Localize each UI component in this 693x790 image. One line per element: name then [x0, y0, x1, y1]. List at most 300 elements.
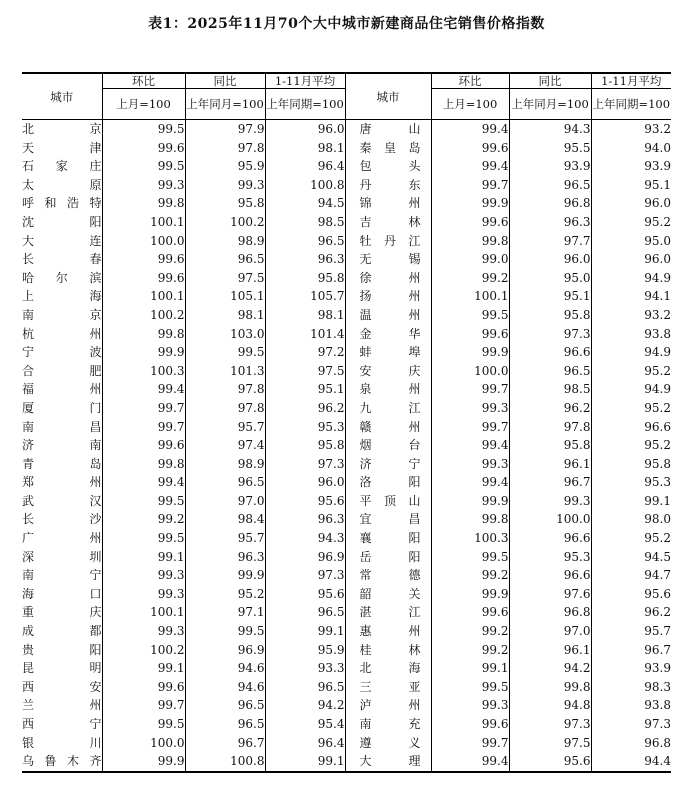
left-city-cell: 南 昌	[22, 419, 102, 434]
table-row	[22, 269, 671, 288]
right-mom-cell: 99.7	[431, 734, 509, 753]
left-ytd-cell: 94.3	[265, 529, 345, 548]
right-mom-cell: 99.6	[431, 139, 509, 158]
right-ytd-cell: 94.9	[591, 380, 671, 399]
left-yoy-cell: 95.8	[185, 194, 265, 213]
right-city-cell: 温 州	[345, 306, 431, 325]
right-ytd-cell: 94.7	[591, 566, 671, 585]
left-city-cell: 西 宁	[22, 717, 102, 731]
left-yoy-cell: 100.2	[185, 213, 265, 232]
right-yoy-cell: 94.2	[509, 659, 591, 678]
right-yoy-cell: 95.0	[509, 269, 591, 288]
left-city-cell: 乌鲁木齐	[22, 754, 102, 769]
right-city-cell: 九 江	[345, 399, 431, 418]
left-ytd-cell: 95.6	[265, 585, 345, 604]
table-row	[22, 139, 671, 158]
left-mom-cell: 99.9	[102, 343, 185, 362]
left-mom-cell: 100.0	[102, 734, 185, 753]
left-mom-cell: 99.7	[102, 696, 185, 715]
table-row	[22, 566, 671, 585]
left-ytd-cell: 95.3	[265, 418, 345, 437]
right-city-cell: 烟 台	[345, 436, 431, 455]
right-mom-cell: 99.6	[431, 603, 509, 622]
left-yoy-cell: 99.5	[185, 622, 265, 641]
left-ytd-cell: 97.3	[265, 566, 345, 585]
left-ytd-cell: 105.7	[265, 287, 345, 306]
table-row	[22, 213, 671, 232]
left-mom-cell: 99.8	[102, 194, 185, 213]
right-city-cell: 常 德	[345, 566, 431, 585]
ytd-subheader-left: 上年同期=100	[265, 89, 345, 120]
left-ytd-cell: 96.5	[265, 678, 345, 697]
mom-subheader-right: 上月=100	[431, 89, 509, 120]
right-yoy-cell: 96.1	[509, 641, 591, 660]
right-yoy-cell: 96.6	[509, 343, 591, 362]
left-yoy-cell: 96.3	[185, 548, 265, 567]
right-mom-cell: 99.5	[431, 306, 509, 325]
table-row	[22, 250, 671, 269]
left-mom-cell: 99.4	[102, 473, 185, 492]
yoy-subheader-left: 上年同月=100	[185, 89, 265, 120]
table-row	[22, 734, 671, 753]
right-mom-cell: 99.7	[431, 176, 509, 195]
left-city-cell: 天 津	[22, 140, 102, 155]
right-mom-cell: 99.4	[431, 752, 509, 772]
right-mom-cell: 99.3	[431, 696, 509, 715]
table-row	[22, 232, 671, 251]
city-header-left: 城市	[22, 73, 102, 120]
left-city-cell: 长 春	[22, 252, 102, 267]
right-mom-cell: 99.5	[431, 548, 509, 567]
right-city-cell: 丹 东	[345, 176, 431, 195]
table-row	[22, 157, 671, 176]
table-row	[22, 492, 671, 511]
left-yoy-cell: 96.5	[185, 715, 265, 734]
table-title: 表1：2025年11月70个大中城市新建商品住宅销售价格指数	[148, 16, 545, 32]
left-city-cell: 贵 阳	[22, 642, 102, 657]
left-mom-cell: 100.1	[102, 213, 185, 232]
right-ytd-cell: 95.7	[591, 622, 671, 641]
left-mom-cell: 99.1	[102, 548, 185, 567]
left-yoy-cell: 97.8	[185, 399, 265, 418]
right-city-cell: 泉 州	[345, 380, 431, 399]
right-city-cell: 赣 州	[345, 418, 431, 437]
right-city-cell: 泸 州	[345, 696, 431, 715]
right-ytd-cell: 93.8	[591, 325, 671, 344]
left-city-cell: 大 连	[22, 233, 102, 248]
table-row	[22, 548, 671, 567]
left-ytd-cell: 99.1	[265, 622, 345, 641]
right-city-cell: 牡丹江	[345, 232, 431, 251]
left-city-cell: 厦 门	[22, 400, 102, 415]
left-city-cell: 长 沙	[22, 512, 102, 527]
left-city-cell: 昆 明	[22, 661, 102, 676]
right-ytd-cell: 98.0	[591, 510, 671, 529]
table-row	[22, 194, 671, 213]
right-mom-cell: 99.4	[431, 120, 509, 139]
right-mom-cell: 99.3	[431, 455, 509, 474]
left-ytd-cell: 96.9	[265, 548, 345, 567]
price-index-table	[22, 72, 671, 773]
left-ytd-cell: 96.5	[265, 603, 345, 622]
left-city-cell: 济 南	[22, 438, 102, 453]
right-ytd-cell: 95.3	[591, 473, 671, 492]
right-city-cell: 包 头	[345, 157, 431, 176]
right-ytd-cell: 97.3	[591, 715, 671, 734]
left-yoy-cell: 97.5	[185, 269, 265, 288]
left-yoy-cell: 97.1	[185, 603, 265, 622]
left-mom-cell: 99.3	[102, 176, 185, 195]
left-city-cell: 郑 州	[22, 475, 102, 490]
right-yoy-cell: 95.6	[509, 752, 591, 772]
table-row	[22, 659, 671, 678]
left-yoy-cell: 94.6	[185, 659, 265, 678]
right-city-cell: 惠 州	[345, 622, 431, 641]
table-row	[22, 120, 671, 139]
right-ytd-cell: 95.6	[591, 585, 671, 604]
right-city-cell: 扬 州	[345, 287, 431, 306]
table-row	[22, 752, 671, 772]
right-city-cell: 吉 林	[345, 213, 431, 232]
right-yoy-cell: 97.3	[509, 325, 591, 344]
right-ytd-cell: 95.2	[591, 399, 671, 418]
right-city-cell: 湛 江	[345, 603, 431, 622]
right-mom-cell: 99.9	[431, 343, 509, 362]
table-row	[22, 343, 671, 362]
left-yoy-cell: 97.4	[185, 436, 265, 455]
mom-header-right: 环比	[431, 73, 509, 89]
left-yoy-cell: 97.8	[185, 139, 265, 158]
left-ytd-cell: 97.2	[265, 343, 345, 362]
left-mom-cell: 100.3	[102, 362, 185, 381]
left-city-cell: 福 州	[22, 382, 102, 397]
left-ytd-cell: 101.4	[265, 325, 345, 344]
right-ytd-cell: 95.1	[591, 176, 671, 195]
right-yoy-cell: 96.6	[509, 566, 591, 585]
table-row	[22, 399, 671, 418]
left-ytd-cell: 95.8	[265, 436, 345, 455]
right-yoy-cell: 93.9	[509, 157, 591, 176]
right-mom-cell: 99.4	[431, 473, 509, 492]
right-yoy-cell: 95.3	[509, 548, 591, 567]
right-city-cell: 襄 阳	[345, 529, 431, 548]
left-ytd-cell: 96.3	[265, 250, 345, 269]
left-city-cell: 沈 阳	[22, 214, 102, 229]
table-row	[22, 529, 671, 548]
table-row	[22, 306, 671, 325]
left-city-cell: 银 川	[22, 735, 102, 750]
right-city-cell: 平顶山	[345, 492, 431, 511]
left-mom-cell: 99.7	[102, 418, 185, 437]
right-yoy-cell: 96.7	[509, 473, 591, 492]
left-city-cell: 青 岛	[22, 456, 102, 471]
right-mom-cell: 100.3	[431, 529, 509, 548]
left-mom-cell: 100.1	[102, 603, 185, 622]
right-ytd-cell: 95.2	[591, 213, 671, 232]
left-ytd-cell: 93.3	[265, 659, 345, 678]
left-yoy-cell: 96.5	[185, 250, 265, 269]
left-city-cell: 石家庄	[22, 159, 102, 174]
left-yoy-cell: 105.1	[185, 287, 265, 306]
mom-subheader-left: 上月=100	[102, 89, 185, 120]
yoy-header-left: 同比	[185, 73, 265, 89]
right-mom-cell: 99.0	[431, 250, 509, 269]
city-header-right: 城市	[345, 73, 431, 120]
right-city-cell: 南 充	[345, 715, 431, 734]
left-ytd-cell: 95.4	[265, 715, 345, 734]
left-yoy-cell: 97.0	[185, 492, 265, 511]
right-mom-cell: 100.1	[431, 287, 509, 306]
right-yoy-cell: 95.1	[509, 287, 591, 306]
right-ytd-cell: 95.2	[591, 529, 671, 548]
left-ytd-cell: 96.0	[265, 120, 345, 139]
table-row	[22, 362, 671, 381]
left-yoy-cell: 96.9	[185, 641, 265, 660]
right-mom-cell: 99.1	[431, 659, 509, 678]
right-city-cell: 桂 林	[345, 641, 431, 660]
left-city-cell: 哈尔滨	[22, 270, 102, 285]
table-row	[22, 641, 671, 660]
left-mom-cell: 99.1	[102, 659, 185, 678]
right-ytd-cell: 94.1	[591, 287, 671, 306]
left-city-cell: 武 汉	[22, 493, 102, 508]
left-city-cell: 广 州	[22, 531, 102, 546]
right-ytd-cell: 98.3	[591, 678, 671, 697]
right-yoy-cell: 96.5	[509, 362, 591, 381]
right-mom-cell: 99.7	[431, 418, 509, 437]
left-ytd-cell: 97.3	[265, 455, 345, 474]
left-ytd-cell: 96.0	[265, 473, 345, 492]
left-yoy-cell: 98.9	[185, 232, 265, 251]
left-city-cell: 宁 波	[22, 345, 102, 360]
left-yoy-cell: 97.9	[185, 120, 265, 139]
right-ytd-cell: 93.2	[591, 306, 671, 325]
right-ytd-cell: 94.9	[591, 343, 671, 362]
right-ytd-cell: 95.8	[591, 455, 671, 474]
left-city-cell: 南 宁	[22, 568, 102, 583]
right-mom-cell: 99.6	[431, 715, 509, 734]
yoy-subheader-right: 上年同月=100	[509, 89, 591, 120]
left-ytd-cell: 98.1	[265, 306, 345, 325]
left-yoy-cell: 94.6	[185, 678, 265, 697]
table-row	[22, 715, 671, 734]
left-mom-cell: 99.5	[102, 529, 185, 548]
table-row	[22, 287, 671, 306]
left-mom-cell: 99.5	[102, 492, 185, 511]
left-ytd-cell: 95.6	[265, 492, 345, 511]
left-ytd-cell: 97.5	[265, 362, 345, 381]
left-city-cell: 北 京	[22, 122, 102, 136]
left-ytd-cell: 98.1	[265, 139, 345, 158]
left-yoy-cell: 96.5	[185, 696, 265, 715]
right-city-cell: 唐 山	[345, 120, 431, 139]
right-yoy-cell: 99.3	[509, 492, 591, 511]
left-ytd-cell: 99.1	[265, 752, 345, 772]
right-yoy-cell: 96.6	[509, 529, 591, 548]
table-row	[22, 510, 671, 529]
right-ytd-cell: 95.0	[591, 232, 671, 251]
left-city-cell: 成 都	[22, 624, 102, 639]
right-mom-cell: 99.8	[431, 510, 509, 529]
right-city-cell: 韶 关	[345, 585, 431, 604]
left-ytd-cell: 96.2	[265, 399, 345, 418]
table-row	[22, 380, 671, 399]
right-mom-cell: 99.4	[431, 157, 509, 176]
right-mom-cell: 99.8	[431, 232, 509, 251]
right-mom-cell: 99.2	[431, 566, 509, 585]
table-row	[22, 603, 671, 622]
left-mom-cell: 100.0	[102, 232, 185, 251]
right-ytd-cell: 95.2	[591, 362, 671, 381]
left-ytd-cell: 100.8	[265, 176, 345, 195]
right-ytd-cell: 94.5	[591, 548, 671, 567]
right-city-cell: 锦 州	[345, 194, 431, 213]
right-yoy-cell: 96.1	[509, 455, 591, 474]
right-ytd-cell: 93.2	[591, 120, 671, 139]
right-mom-cell: 99.6	[431, 325, 509, 344]
table-row	[22, 473, 671, 492]
right-mom-cell: 99.7	[431, 380, 509, 399]
left-yoy-cell: 95.7	[185, 529, 265, 548]
left-yoy-cell: 98.4	[185, 510, 265, 529]
right-city-cell: 宜 昌	[345, 510, 431, 529]
right-city-cell: 遵 义	[345, 734, 431, 753]
right-yoy-cell: 97.0	[509, 622, 591, 641]
table-row	[22, 678, 671, 697]
left-city-cell: 深 圳	[22, 549, 102, 564]
left-mom-cell: 99.5	[102, 120, 185, 139]
right-yoy-cell: 96.3	[509, 213, 591, 232]
yoy-header-right: 同比	[509, 73, 591, 89]
left-yoy-cell: 99.9	[185, 566, 265, 585]
right-city-cell: 徐 州	[345, 269, 431, 288]
left-mom-cell: 99.6	[102, 250, 185, 269]
left-yoy-cell: 95.9	[185, 157, 265, 176]
left-mom-cell: 99.9	[102, 752, 185, 772]
left-ytd-cell: 98.5	[265, 213, 345, 232]
right-mom-cell: 99.9	[431, 492, 509, 511]
right-mom-cell: 99.5	[431, 678, 509, 697]
right-mom-cell: 99.3	[431, 399, 509, 418]
right-mom-cell: 99.2	[431, 641, 509, 660]
left-yoy-cell: 101.3	[185, 362, 265, 381]
left-city-cell: 南 京	[22, 307, 102, 322]
right-ytd-cell: 94.0	[591, 139, 671, 158]
left-mom-cell: 99.7	[102, 399, 185, 418]
left-city-cell: 海 口	[22, 586, 102, 601]
right-ytd-cell: 95.2	[591, 436, 671, 455]
left-yoy-cell: 98.1	[185, 306, 265, 325]
table-row	[22, 436, 671, 455]
table-row	[22, 176, 671, 195]
left-mom-cell: 99.6	[102, 139, 185, 158]
right-ytd-cell: 93.9	[591, 659, 671, 678]
left-yoy-cell: 97.8	[185, 380, 265, 399]
left-mom-cell: 99.6	[102, 678, 185, 697]
right-city-cell: 北 海	[345, 659, 431, 678]
table-body	[22, 120, 671, 772]
right-mom-cell: 99.4	[431, 436, 509, 455]
right-yoy-cell: 96.8	[509, 194, 591, 213]
right-ytd-cell: 96.8	[591, 734, 671, 753]
left-yoy-cell: 103.0	[185, 325, 265, 344]
right-ytd-cell: 96.6	[591, 418, 671, 437]
left-mom-cell: 99.6	[102, 436, 185, 455]
right-ytd-cell: 94.9	[591, 269, 671, 288]
left-city-cell: 上 海	[22, 289, 102, 304]
left-yoy-cell: 95.7	[185, 418, 265, 437]
right-yoy-cell: 97.8	[509, 418, 591, 437]
left-mom-cell: 100.2	[102, 641, 185, 660]
left-ytd-cell: 96.4	[265, 157, 345, 176]
left-ytd-cell: 95.8	[265, 269, 345, 288]
left-mom-cell: 99.3	[102, 585, 185, 604]
right-city-cell: 无 锡	[345, 250, 431, 269]
right-city-cell: 济 宁	[345, 455, 431, 474]
left-yoy-cell: 100.8	[185, 752, 265, 772]
right-ytd-cell: 96.7	[591, 641, 671, 660]
left-ytd-cell: 96.5	[265, 232, 345, 251]
right-ytd-cell: 94.4	[591, 752, 671, 772]
ytd-header-right: 1-11月平均	[591, 73, 671, 89]
ytd-subheader-right: 上年同期=100	[591, 89, 671, 120]
right-yoy-cell: 96.2	[509, 399, 591, 418]
left-ytd-cell: 95.1	[265, 380, 345, 399]
table-row	[22, 622, 671, 641]
left-ytd-cell: 96.4	[265, 734, 345, 753]
right-mom-cell: 99.2	[431, 269, 509, 288]
right-ytd-cell: 96.0	[591, 194, 671, 213]
right-ytd-cell: 93.9	[591, 157, 671, 176]
left-yoy-cell: 98.9	[185, 455, 265, 474]
left-city-cell: 重 庆	[22, 605, 102, 620]
right-city-cell: 秦皇岛	[345, 139, 431, 158]
right-yoy-cell: 95.5	[509, 139, 591, 158]
left-yoy-cell: 99.5	[185, 343, 265, 362]
left-yoy-cell: 95.2	[185, 585, 265, 604]
right-city-cell: 金 华	[345, 325, 431, 344]
ytd-header-left: 1-11月平均	[265, 73, 345, 89]
left-mom-cell: 99.5	[102, 715, 185, 734]
right-yoy-cell: 96.8	[509, 603, 591, 622]
left-mom-cell: 99.2	[102, 510, 185, 529]
table-row	[22, 325, 671, 344]
left-city-cell: 合 肥	[22, 363, 102, 378]
right-yoy-cell: 97.5	[509, 734, 591, 753]
table-row	[22, 455, 671, 474]
left-ytd-cell: 95.9	[265, 641, 345, 660]
right-yoy-cell: 94.3	[509, 120, 591, 139]
right-yoy-cell: 97.6	[509, 585, 591, 604]
mom-header-left: 环比	[102, 73, 185, 89]
left-city-cell: 西 安	[22, 679, 102, 694]
right-yoy-cell: 97.7	[509, 232, 591, 251]
left-ytd-cell: 96.3	[265, 510, 345, 529]
right-city-cell: 安 庆	[345, 362, 431, 381]
right-mom-cell: 99.9	[431, 194, 509, 213]
right-city-cell: 大 理	[345, 752, 431, 772]
right-mom-cell: 100.0	[431, 362, 509, 381]
right-mom-cell: 99.9	[431, 585, 509, 604]
right-mom-cell: 99.6	[431, 213, 509, 232]
left-mom-cell: 99.3	[102, 566, 185, 585]
left-mom-cell: 99.8	[102, 455, 185, 474]
left-yoy-cell: 96.5	[185, 473, 265, 492]
left-city-cell: 太 原	[22, 177, 102, 192]
left-city-cell: 呼和浩特	[22, 196, 102, 211]
right-ytd-cell: 96.0	[591, 250, 671, 269]
right-yoy-cell: 95.8	[509, 436, 591, 455]
